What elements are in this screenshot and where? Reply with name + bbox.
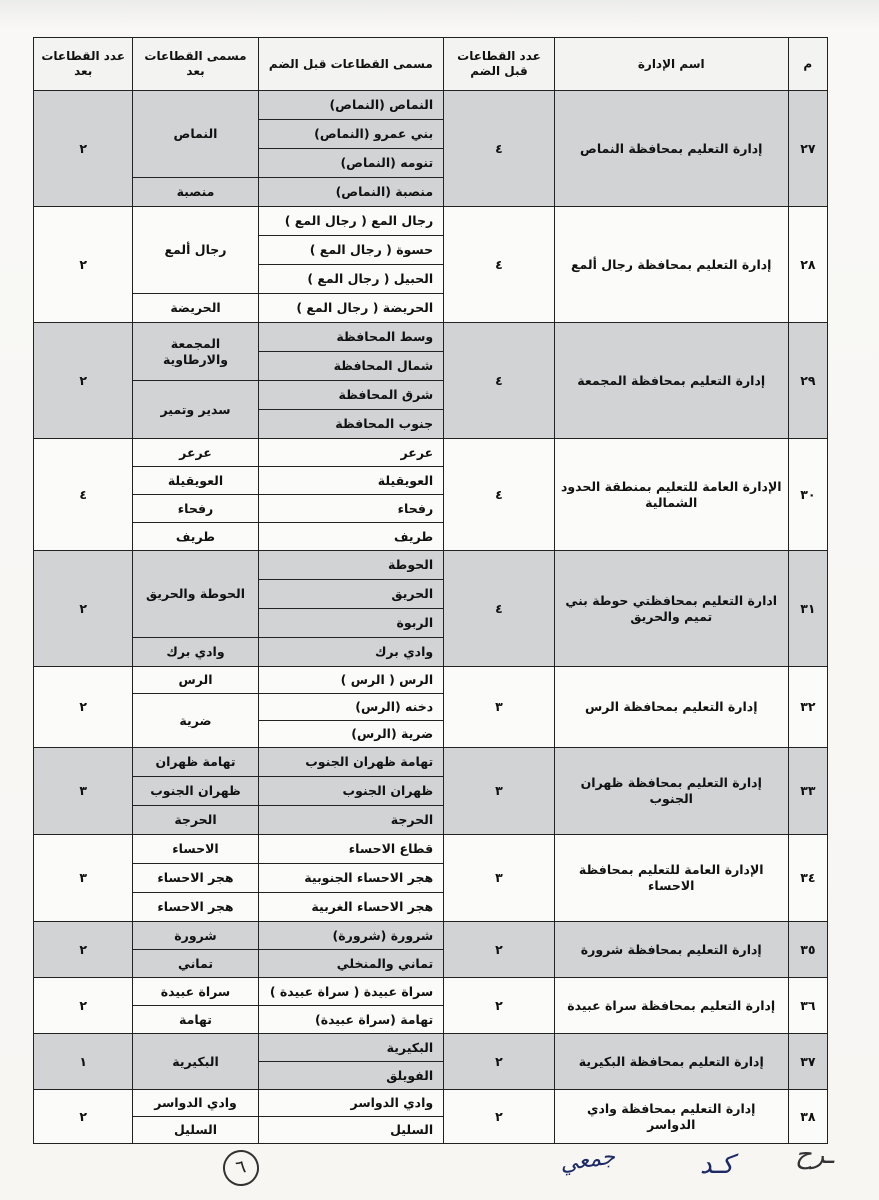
table-row <box>34 1034 828 1062</box>
sector-after: تماني <box>133 950 258 978</box>
sector-after: رجال ألمع <box>133 207 258 294</box>
sector-before: ضرية (الرس) <box>258 721 444 748</box>
sector-before: وادي برك <box>258 638 444 667</box>
table-row <box>34 91 828 120</box>
sector-before: النماص (النماص) <box>258 91 444 120</box>
administration-name: إدارة التعليم بمحافظة وادي الدواسر <box>554 1090 788 1144</box>
sector-before: تنومه (النماص) <box>258 149 444 178</box>
sector-after: تهامة <box>133 1006 258 1034</box>
table-row <box>34 978 828 1006</box>
sector-after: تهامة ظهران <box>133 748 258 777</box>
row-number: ٣١ <box>788 551 827 667</box>
count-after: ٢ <box>34 1090 133 1144</box>
count-after: ٢ <box>34 207 133 323</box>
table-row <box>34 207 828 236</box>
count-before: ٢ <box>444 978 555 1034</box>
sector-before: وادي الدواسر <box>258 1090 444 1117</box>
signature-1: جمعي <box>558 1144 617 1177</box>
sector-before: الفويلق <box>258 1062 444 1090</box>
sector-before: عرعر <box>258 439 444 467</box>
sector-before: العويقيلة <box>258 467 444 495</box>
table-row <box>34 551 828 580</box>
table-body <box>34 91 828 1144</box>
row-number: ٢٧ <box>788 91 827 207</box>
sector-after: عرعر <box>133 439 258 467</box>
table-row <box>34 439 828 467</box>
sector-after: الحرجة <box>133 806 258 835</box>
administration-name: إدارة التعليم بمحافظة المجمعة <box>554 323 788 439</box>
sector-before: قطاع الاحساء <box>258 835 444 864</box>
row-number: ٢٨ <box>788 207 827 323</box>
sector-before: الحبيل ( رجال المع ) <box>258 265 444 294</box>
sector-before: حسوة ( رجال المع ) <box>258 236 444 265</box>
sector-before: تهامة ظهران الجنوب <box>258 748 444 777</box>
header-m: م <box>788 38 827 91</box>
sector-before: سراة عبيدة ( سراة عبيدة ) <box>258 978 444 1006</box>
administration-name: الإدارة العامة للتعليم بمحافظة الاحساء <box>554 835 788 922</box>
sector-before: بني عمرو (النماص) <box>258 120 444 149</box>
sector-before: الحريق <box>258 580 444 609</box>
header-count-after: عدد القطاعات بعد <box>34 38 133 91</box>
administration-name: الإدارة العامة للتعليم بمنطقة الحدود الشمالية <box>554 439 788 551</box>
table-row <box>34 667 828 694</box>
administration-name: إدارة التعليم بمحافظة الرس <box>554 667 788 748</box>
count-before: ٤ <box>444 91 555 207</box>
sector-after: ظهران الجنوب <box>133 777 258 806</box>
sector-before: رفحاء <box>258 495 444 523</box>
sector-before: شرورة (شرورة) <box>258 922 444 950</box>
administration-name: ادارة التعليم بمحافظتي حوطة بني تميم والحريق <box>554 551 788 667</box>
count-before: ٣ <box>444 835 555 922</box>
sector-before: شمال المحافظة <box>258 352 444 381</box>
row-number: ٣٤ <box>788 835 827 922</box>
table-row <box>34 835 828 864</box>
signature-2: ك‍ـد <box>700 1150 734 1180</box>
row-number: ٣٢ <box>788 667 827 748</box>
count-before: ٤ <box>444 207 555 323</box>
sector-after: الحريضة <box>133 294 258 323</box>
sector-before: دخنه (الرس) <box>258 694 444 721</box>
count-before: ٣ <box>444 748 555 835</box>
row-number: ٣٧ <box>788 1034 827 1090</box>
sector-after: شرورة <box>133 922 258 950</box>
row-number: ٣٨ <box>788 1090 827 1144</box>
sector-after: هجر الاحساء <box>133 864 258 893</box>
table-row <box>34 1090 828 1117</box>
sector-after: النماص <box>133 91 258 178</box>
count-before: ٤ <box>444 551 555 667</box>
sector-after: العويقيلة <box>133 467 258 495</box>
count-before: ٣ <box>444 667 555 748</box>
count-before: ٤ <box>444 323 555 439</box>
sector-after: سدير وتمير <box>133 381 258 439</box>
sector-after: وادي برك <box>133 638 258 667</box>
sector-before: وسط المحافظة <box>258 323 444 352</box>
sector-before: الربوة <box>258 609 444 638</box>
table-row <box>34 922 828 950</box>
administration-name: إدارة التعليم بمحافظة رجال ألمع <box>554 207 788 323</box>
header-count-before: عدد القطاعات قبل الضم <box>444 38 555 91</box>
sector-after: الرس <box>133 667 258 694</box>
header-names-before: مسمى القطاعات قبل الضم <box>258 38 444 91</box>
count-after: ٢ <box>34 667 133 748</box>
sector-before: تماني والمنخلي <box>258 950 444 978</box>
row-number: ٣٠ <box>788 439 827 551</box>
sector-after: وادي الدواسر <box>133 1090 258 1117</box>
sector-after: سراة عبيدة <box>133 978 258 1006</box>
row-number: ٣٦ <box>788 978 827 1034</box>
sector-before: شرق المحافظة <box>258 381 444 410</box>
sector-before: السليل <box>258 1117 444 1144</box>
administration-name: إدارة التعليم بمحافظة البكيرية <box>554 1034 788 1090</box>
table-row <box>34 323 828 352</box>
row-number: ٢٩ <box>788 323 827 439</box>
count-after: ٢ <box>34 91 133 207</box>
sector-before: الحرجة <box>258 806 444 835</box>
count-after: ٤ <box>34 439 133 551</box>
count-before: ٤ <box>444 439 555 551</box>
header-names-after: مسمى القطاعات بعد <box>133 38 258 91</box>
count-after: ٣ <box>34 748 133 835</box>
count-before: ٢ <box>444 922 555 978</box>
sector-before: ظهران الجنوب <box>258 777 444 806</box>
sector-after: السليل <box>133 1117 258 1144</box>
sector-after: هجر الاحساء <box>133 893 258 922</box>
count-after: ٢ <box>34 922 133 978</box>
sector-after: المجمعة والارطاوية <box>133 323 258 381</box>
page-number: ٦ <box>220 1147 263 1190</box>
header-row <box>34 38 828 91</box>
sector-before: طريف <box>258 523 444 551</box>
sector-before: الحريضة ( رجال المع ) <box>258 294 444 323</box>
row-number: ٣٥ <box>788 922 827 978</box>
sector-before: هجر الاحساء الغربية <box>258 893 444 922</box>
row-number: ٣٣ <box>788 748 827 835</box>
sector-after: ضرية <box>133 694 258 748</box>
administration-name: إدارة التعليم بمحافظة ظهران الجنوب <box>554 748 788 835</box>
table-row <box>34 748 828 777</box>
sector-after: طريف <box>133 523 258 551</box>
sector-after: البكيرية <box>133 1034 258 1090</box>
sector-before: الحوطة <box>258 551 444 580</box>
sectors-table <box>33 37 828 1144</box>
sector-before: هجر الاحساء الجنوبية <box>258 864 444 893</box>
sector-before: رجال المع ( رجال المع ) <box>258 207 444 236</box>
sector-after: الحوطة والحريق <box>133 551 258 638</box>
sector-before: الرس ( الرس ) <box>258 667 444 694</box>
administration-name: إدارة التعليم بمحافظة شرورة <box>554 922 788 978</box>
count-after: ٢ <box>34 551 133 667</box>
sector-after: منصبة <box>133 178 258 207</box>
count-before: ٢ <box>444 1034 555 1090</box>
sector-before: منصبة (النماص) <box>258 178 444 207</box>
count-before: ٢ <box>444 1090 555 1144</box>
signature-3: ـرح <box>795 1140 834 1170</box>
administration-name: إدارة التعليم بمحافظة النماص <box>554 91 788 207</box>
count-after: ١ <box>34 1034 133 1090</box>
sector-before: جنوب المحافظة <box>258 410 444 439</box>
administration-name: إدارة التعليم بمحافظة سراة عبيدة <box>554 978 788 1034</box>
count-after: ٢ <box>34 323 133 439</box>
header-name: اسم الإدارة <box>554 38 788 91</box>
scan-top-marks <box>340 0 540 8</box>
sector-before: البكيرية <box>258 1034 444 1062</box>
sector-after: رفحاء <box>133 495 258 523</box>
sector-before: تهامة (سراة عبيدة) <box>258 1006 444 1034</box>
count-after: ٢ <box>34 978 133 1034</box>
sector-after: الاحساء <box>133 835 258 864</box>
count-after: ٣ <box>34 835 133 922</box>
